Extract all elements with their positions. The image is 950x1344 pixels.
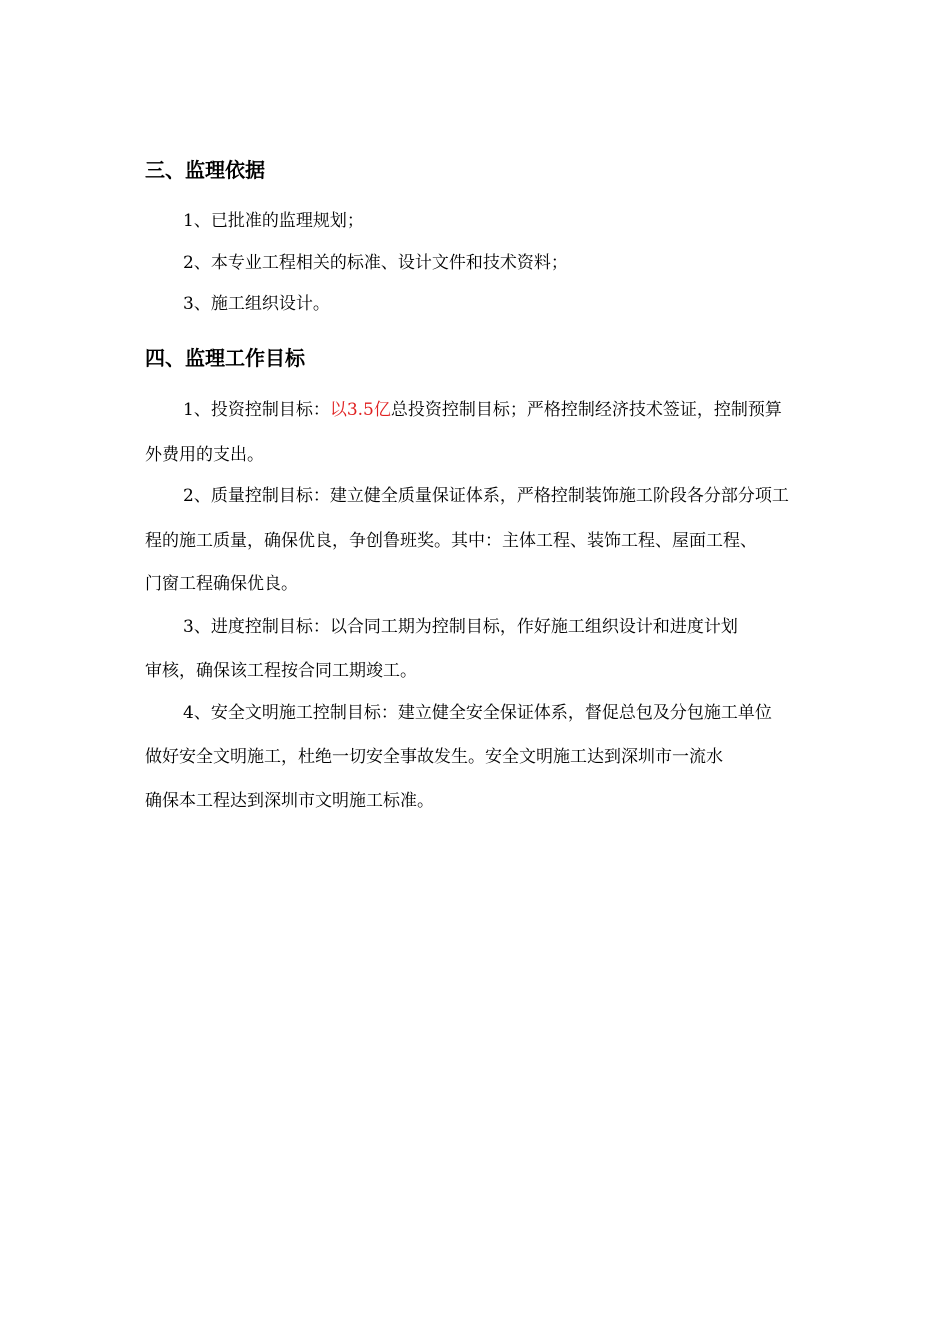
goal-schedule-line-2: 审核，确保该工程按合同工期竣工。 [145, 661, 417, 681]
section-heading-basis: 三、监理依据 [145, 158, 265, 182]
goal-investment-highlight: 以3.5亿 [329, 400, 391, 420]
goal-quality-line-3: 门窗工程确保优良。 [145, 574, 298, 594]
goal-safety-line-3: 确保本工程达到深圳市文明施工标准。 [145, 791, 434, 811]
basis-item-3: 3、施工组织设计。 [183, 294, 330, 314]
goal-safety-line-2: 做好安全文明施工，杜绝一切安全事故发生。安全文明施工达到深圳市一流水 [145, 747, 723, 767]
goal-investment-rest: 总投资控制目标；严格控制经济技术签证，控制预算 [390, 400, 782, 420]
goal-investment-line-1 [183, 399, 782, 421]
section-heading-goals: 四、监理工作目标 [145, 346, 305, 370]
goal-investment-prefix: 1、投资控制目标： [183, 400, 330, 420]
goal-quality-line-1: 2、质量控制目标：建立健全质量保证体系，严格控制装饰施工阶段各分部分项工 [183, 486, 789, 506]
goal-schedule-line-1: 3、进度控制目标：以合同工期为控制目标，作好施工组织设计和进度计划 [183, 617, 738, 637]
basis-item-2: 2、本专业工程相关的标准、设计文件和技术资料； [183, 253, 568, 273]
goal-safety-line-1: 4、安全文明施工控制目标：建立健全安全保证体系，督促总包及分包施工单位 [183, 703, 772, 723]
goal-quality-line-2: 程的施工质量，确保优良，争创鲁班奖。其中：主体工程、装饰工程、屋面工程、 [145, 531, 757, 551]
goal-investment-line-2: 外费用的支出。 [145, 445, 264, 465]
basis-item-1: 1、已批准的监理规划； [183, 211, 364, 231]
